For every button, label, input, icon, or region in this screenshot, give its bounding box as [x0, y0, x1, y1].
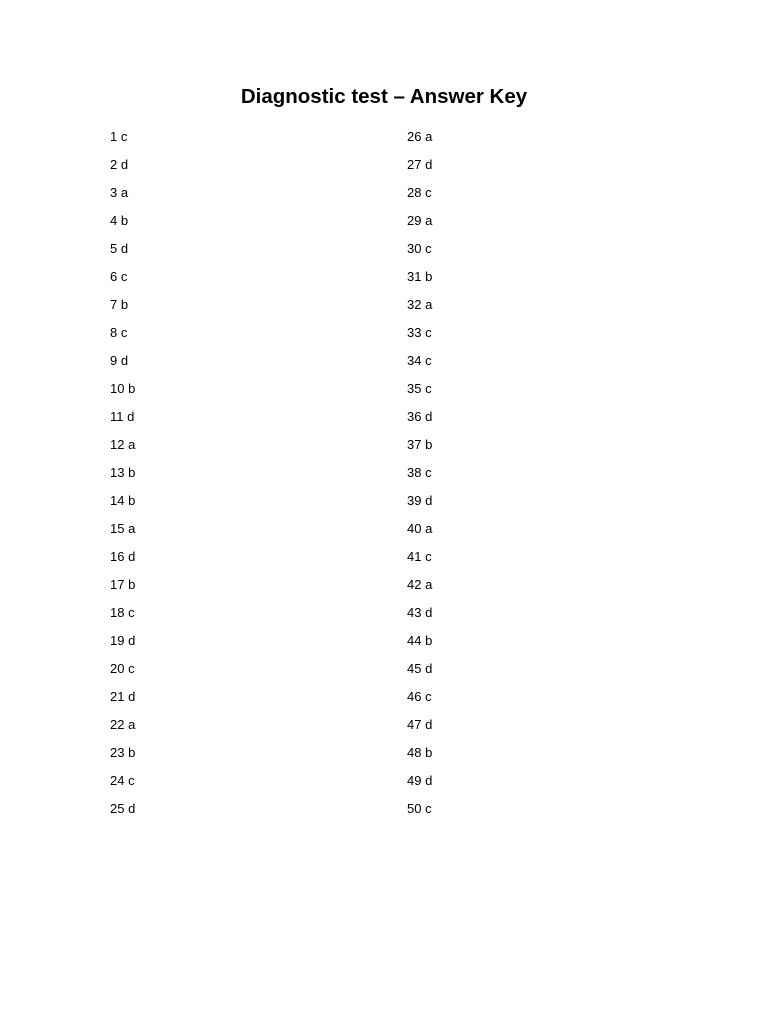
answer-item: 23 b	[110, 745, 136, 760]
answer-item: 25 d	[110, 801, 136, 816]
answer-item: 31 b	[407, 269, 433, 284]
answer-item: 36 d	[407, 409, 433, 424]
answer-item: 40 a	[407, 521, 433, 536]
answer-item: 33 c	[407, 325, 432, 340]
answer-item: 17 b	[110, 577, 136, 592]
answer-item: 13 b	[110, 465, 136, 480]
answer-item: 22 a	[110, 717, 136, 732]
answer-item: 45 d	[407, 661, 433, 676]
answer-item: 5 d	[110, 241, 129, 256]
answer-item: 9 d	[110, 353, 129, 368]
answer-item: 46 c	[407, 689, 432, 704]
answer-item: 11 d	[110, 409, 135, 424]
answer-item: 19 d	[110, 633, 136, 648]
page-title: Diagnostic test – Answer Key	[240, 85, 528, 108]
answer-item: 37 b	[407, 437, 433, 452]
answer-item: 10 b	[110, 381, 136, 396]
answer-item: 27 d	[407, 157, 433, 172]
answer-item: 30 c	[407, 241, 432, 256]
answer-item: 50 c	[407, 801, 432, 816]
answer-item: 43 d	[407, 605, 433, 620]
answer-item: 14 b	[110, 493, 136, 508]
answer-item: 47 d	[407, 717, 433, 732]
answer-item: 1 c	[110, 129, 128, 144]
answer-item: 48 b	[407, 745, 433, 760]
answer-item: 35 c	[407, 381, 432, 396]
answer-item: 20 c	[110, 661, 135, 676]
answer-item: 18 c	[110, 605, 135, 620]
answer-item: 42 a	[407, 577, 433, 592]
answer-item: 2 d	[110, 157, 129, 172]
answer-item: 3 a	[110, 185, 129, 200]
answer-item: 29 a	[407, 213, 433, 228]
answer-item: 49 d	[407, 773, 433, 788]
answer-item: 7 b	[110, 297, 129, 312]
answer-item: 32 a	[407, 297, 433, 312]
answer-item: 4 b	[110, 213, 129, 228]
answer-item: 12 a	[110, 437, 136, 452]
answer-item: 34 c	[407, 353, 432, 368]
answer-list-right	[407, 128, 432, 828]
answer-item: 8 c	[110, 325, 128, 340]
answer-item: 21 d	[110, 689, 136, 704]
answer-item: 6 c	[110, 269, 128, 284]
answer-item: 24 c	[110, 773, 135, 788]
answer-item: 44 b	[407, 633, 433, 648]
answer-item: 41 c	[407, 549, 432, 564]
answer-item: 28 c	[407, 185, 432, 200]
answer-item: 15 a	[110, 521, 136, 536]
answer-list-left	[110, 128, 135, 828]
answer-item: 16 d	[110, 549, 136, 564]
answer-item: 39 d	[407, 493, 433, 508]
answer-item: 26 a	[407, 129, 433, 144]
answer-item: 38 c	[407, 465, 432, 480]
